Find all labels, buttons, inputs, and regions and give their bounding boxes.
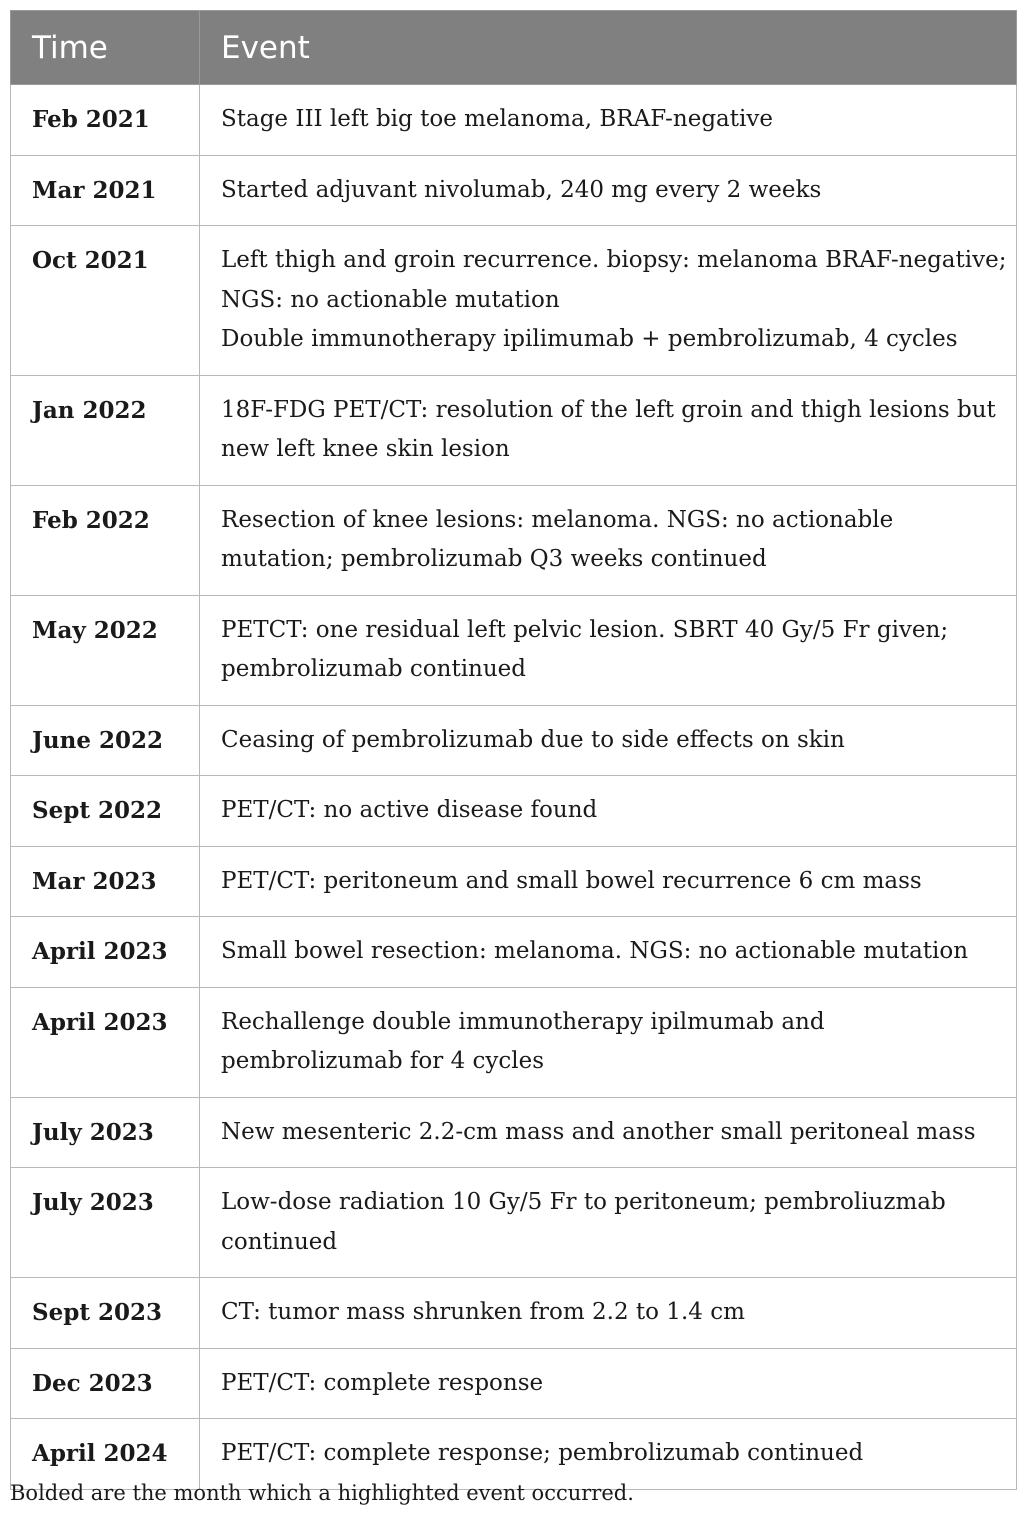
time-cell: April 2023 [11, 917, 200, 988]
table-row [11, 595, 1017, 705]
time-cell: Mar 2023 [11, 846, 200, 917]
table-row [11, 226, 1017, 376]
time-cell: Sept 2023 [11, 1278, 200, 1349]
time-cell: Mar 2021 [11, 155, 200, 226]
table-row [11, 1168, 1017, 1278]
table-row [11, 917, 1017, 988]
event-cell: Rechallenge double immunotherapy ipilmumab and pembrolizumab for 4 cycles [200, 987, 1017, 1097]
event-cell: New mesenteric 2.2-cm mass and another small peritoneal mass [200, 1097, 1017, 1168]
event-cell: PET/CT: no active disease found [200, 776, 1017, 847]
time-cell: April 2023 [11, 987, 200, 1097]
table-header [11, 11, 1017, 85]
table-row [11, 987, 1017, 1097]
time-cell: Feb 2022 [11, 485, 200, 595]
event-cell: PET/CT: complete response [200, 1348, 1017, 1419]
event-cell: PET/CT: complete response; pembrolizumab continued [200, 1419, 1017, 1490]
event-cell: 18F-FDG PET/CT: resolution of the left groin and thigh lesions but new left knee skin lesion [200, 375, 1017, 485]
time-cell: May 2022 [11, 595, 200, 705]
event-cell: PETCT: one residual left pelvic lesion. SBRT 40 Gy/5 Fr given; pembrolizumab continued [200, 595, 1017, 705]
event-cell: Low-dose radiation 10 Gy/5 Fr to peritoneum; pembroliuzmab continued [200, 1168, 1017, 1278]
time-cell: Oct 2021 [11, 226, 200, 376]
event-cell: Resection of knee lesions: melanoma. NGS: no actionable mutation; pembrolizumab Q3 weeks continued [200, 485, 1017, 595]
table-row [11, 1348, 1017, 1419]
table-row [11, 1278, 1017, 1349]
timeline-table [10, 10, 1017, 1490]
header-event: Event [200, 11, 1017, 85]
time-cell: Dec 2023 [11, 1348, 200, 1419]
table-row [11, 485, 1017, 595]
table-row [11, 846, 1017, 917]
header-time: Time [11, 11, 200, 85]
timeline-table-container [10, 10, 1016, 1490]
event-cell: Left thigh and groin recurrence. biopsy: melanoma BRAF-negative; NGS: no actionable mutation Double immunotherapy ipilimumab + pembrolizumab, 4 cycles [200, 226, 1017, 376]
event-cell: Stage III left big toe melanoma, BRAF-negative [200, 85, 1017, 156]
time-cell: Feb 2021 [11, 85, 200, 156]
event-cell: Small bowel resection: melanoma. NGS: no actionable mutation [200, 917, 1017, 988]
table-row [11, 705, 1017, 776]
time-cell: Sept 2022 [11, 776, 200, 847]
event-cell: Started adjuvant nivolumab, 240 mg every 2 weeks [200, 155, 1017, 226]
table-row [11, 776, 1017, 847]
header-row [11, 11, 1017, 85]
event-cell: CT: tumor mass shrunken from 2.2 to 1.4 cm [200, 1278, 1017, 1349]
table-row [11, 375, 1017, 485]
table-footnote: Bolded are the month which a highlighted event occurred. [10, 1481, 634, 1505]
time-cell: July 2023 [11, 1097, 200, 1168]
table-body [11, 85, 1017, 1490]
time-cell: Jan 2022 [11, 375, 200, 485]
time-cell: July 2023 [11, 1168, 200, 1278]
event-cell: Ceasing of pembrolizumab due to side effects on skin [200, 705, 1017, 776]
event-cell: PET/CT: peritoneum and small bowel recurrence 6 cm mass [200, 846, 1017, 917]
time-cell: June 2022 [11, 705, 200, 776]
table-row [11, 1097, 1017, 1168]
table-row [11, 85, 1017, 156]
table-row [11, 155, 1017, 226]
time-cell: April 2024 [11, 1419, 200, 1490]
